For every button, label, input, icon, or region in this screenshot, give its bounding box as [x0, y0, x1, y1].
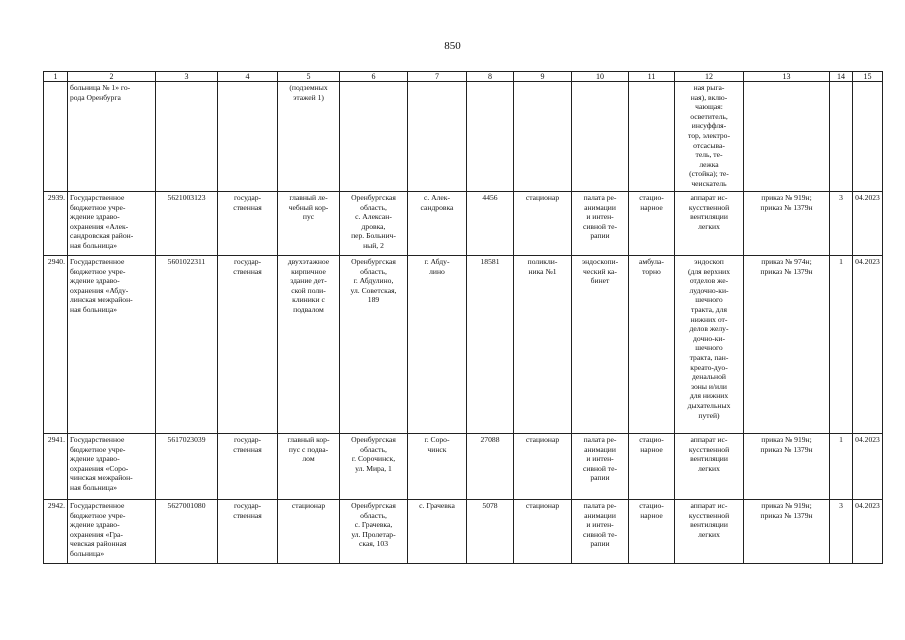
column-number-cell: 4	[218, 72, 278, 82]
cell-text-line: рапии	[590, 473, 610, 483]
order-cell	[744, 82, 830, 192]
equipment-cell	[675, 82, 744, 192]
cell-text-line: шечного	[695, 343, 723, 353]
building-cell	[278, 434, 340, 500]
facility-type-cell	[514, 434, 572, 500]
cell-text-line: государ-	[233, 501, 262, 510]
cell-text-line: стацио-	[639, 501, 664, 510]
cell-text-line: Оренбургская	[351, 257, 396, 266]
cell-text-line: кусственной	[688, 444, 730, 454]
cell-text-line: здание дет-	[290, 276, 327, 286]
cell-text-line: приказ № 919н;	[761, 435, 812, 444]
cell-text-line: область,	[360, 444, 387, 454]
cell-text-line: лудочно-ки-	[689, 285, 729, 295]
cell-text-line: приказ № 919н;	[761, 193, 812, 202]
cell-text-line: сивной те-	[582, 221, 618, 231]
equipment-cell	[675, 192, 744, 256]
cell-text-line: государ-	[233, 257, 262, 266]
column-number-cell: 14	[830, 72, 853, 82]
cell-text-line: ул. Советская,	[350, 285, 397, 295]
cell-text-line: кусственной	[688, 202, 730, 212]
cell-text-line: ственная	[233, 202, 262, 212]
quantity-cell: 1	[830, 256, 853, 434]
column-number-cell: 1	[44, 72, 68, 82]
cell-text-line: аппарат ис-	[690, 435, 728, 444]
ownership-form-cell	[218, 192, 278, 256]
cell-text-line: (стойка); те-	[689, 169, 729, 179]
cell-text-line: лино	[429, 266, 445, 276]
cell-text-line: анимации	[584, 202, 616, 212]
cell-text-line: с. Грачевка	[419, 501, 455, 510]
quantity-cell: 1	[830, 434, 853, 500]
address-cell	[340, 256, 408, 434]
cell-text-line: дочно-ки-	[693, 333, 725, 343]
care-mode-cell	[629, 82, 675, 192]
cell-text-line: г. Соро-	[424, 435, 450, 444]
address-cell	[340, 500, 408, 564]
table-row	[44, 256, 883, 434]
date-cell: 04.2023	[853, 192, 883, 256]
population-cell: 4456	[467, 192, 514, 256]
cell-text-line: (подземных	[289, 83, 328, 92]
building-cell	[278, 256, 340, 434]
population-cell: 27088	[467, 434, 514, 500]
cell-text-line: Государственное	[70, 435, 125, 444]
table-row	[44, 500, 883, 564]
column-number-cell: 5	[278, 72, 340, 82]
cell-text-line: Государственное	[70, 257, 125, 266]
equipment-cell	[675, 434, 744, 500]
cell-text-line: государ-	[233, 193, 262, 202]
care-mode-cell	[629, 434, 675, 500]
quantity-cell	[830, 82, 853, 192]
cell-text-line: ждение здраво-	[70, 212, 120, 222]
cell-text-line: охранения «Алек-	[70, 221, 129, 231]
order-cell	[744, 500, 830, 564]
unit-cell	[572, 192, 629, 256]
cell-text-line: палата ре-	[583, 501, 617, 510]
cell-text-line: подвалом	[293, 304, 324, 314]
cell-text-line: чеискатель	[691, 178, 727, 188]
date-cell: 04.2023	[853, 434, 883, 500]
cell-text-line: пер. Больнич-	[351, 231, 396, 241]
cell-text-line: нарное	[640, 510, 663, 520]
cell-text-line: Государственное	[70, 193, 125, 202]
cell-text-line: пус	[302, 212, 315, 222]
cell-text-line: ческий ка-	[583, 266, 617, 276]
column-number-cell: 12	[675, 72, 744, 82]
cell-text-line: ждение здраво-	[70, 454, 120, 464]
cell-text-line: клиники с	[292, 295, 325, 305]
cell-text-line: двухэтажное	[287, 257, 330, 266]
cell-text-line: область,	[360, 510, 387, 520]
cell-text-line: торно	[642, 266, 661, 276]
cell-text-line: приказ № 974н;	[761, 257, 812, 266]
cell-text-line: ная больница»	[70, 482, 117, 492]
table-row	[44, 192, 883, 256]
cell-text-line: Оренбургская	[351, 501, 396, 510]
organization-name-cell	[68, 82, 156, 192]
cell-text-line: ная рыга-	[693, 83, 725, 92]
equipment-cell	[675, 500, 744, 564]
cell-text-line: приказ № 1379н	[760, 444, 813, 454]
table-row	[44, 434, 883, 500]
cell-text-line: стационар	[525, 435, 560, 444]
unit-cell	[572, 500, 629, 564]
column-number-cell: 8	[467, 72, 514, 82]
cell-text-line: и интен-	[586, 454, 614, 464]
cell-text-line: Государственное	[70, 501, 125, 510]
cell-text-line: креато-дуо-	[690, 362, 728, 372]
cell-text-line: амбула-	[639, 257, 664, 266]
order-cell	[744, 192, 830, 256]
cell-text-line: ждение здраво-	[70, 276, 120, 286]
cell-text-line: охранения «Абду-	[70, 285, 129, 295]
organization-name-cell	[68, 192, 156, 256]
cell-text-line: путей)	[698, 410, 720, 420]
cell-text-line: ждение здраво-	[70, 520, 120, 530]
cell-text-line: дыхательных	[687, 400, 731, 410]
column-number-cell: 15	[853, 72, 883, 82]
row-number-cell: 2939.	[44, 192, 68, 256]
cell-text-line: ника №1	[528, 266, 557, 276]
cell-text-line: нарное	[640, 444, 663, 454]
row-number-cell: 2940.	[44, 256, 68, 434]
cell-text-line: бюджетное учре-	[70, 510, 126, 520]
cell-text-line: область,	[360, 202, 387, 212]
cell-text-line: рапии	[590, 539, 610, 549]
cell-text-line: стацио-	[639, 435, 664, 444]
building-cell	[278, 192, 340, 256]
cell-text-line: больница № 1» го-	[70, 83, 131, 92]
cell-text-line: бюджетное учре-	[70, 444, 126, 454]
cell-text-line: нарное	[640, 202, 663, 212]
facility-type-cell	[514, 500, 572, 564]
cell-text-line: отделов же-	[689, 276, 729, 286]
cell-text-line: сандровская район-	[70, 231, 134, 241]
cell-text-line: вентиляции	[690, 454, 728, 464]
cell-text-line: лом	[302, 454, 315, 464]
cell-text-line: палата ре-	[583, 435, 617, 444]
cell-text-line: сандровка	[420, 202, 454, 212]
cell-text-line: приказ № 1379н	[760, 202, 813, 212]
column-number-row	[44, 72, 883, 82]
unit-cell	[572, 82, 629, 192]
organization-name-cell	[68, 256, 156, 434]
cell-text-line: бюджетное учре-	[70, 266, 126, 276]
locality-cell	[408, 256, 467, 434]
unit-cell	[572, 256, 629, 434]
cell-text-line: эндоскоп	[694, 257, 724, 266]
row-number-cell: 2941.	[44, 434, 68, 500]
date-cell: 04.2023	[853, 500, 883, 564]
cell-text-line: главный ле-	[289, 193, 328, 202]
cell-text-line: чебный кор-	[288, 202, 329, 212]
population-cell: 5078	[467, 500, 514, 564]
cell-text-line: рапии	[590, 231, 610, 241]
cell-text-line: ная), вклю-	[690, 92, 728, 102]
cell-text-line: и интен-	[586, 520, 614, 530]
cell-text-line: приказ № 919н;	[761, 501, 812, 510]
cell-text-line: чающая:	[695, 102, 723, 112]
cell-text-line: шечного	[695, 295, 723, 305]
cell-text-line: с. Грачевка,	[354, 520, 393, 530]
cell-text-line: аппарат ис-	[690, 193, 728, 202]
cell-text-line: вентиляции	[690, 212, 728, 222]
column-number-cell: 2	[68, 72, 156, 82]
cell-text-line: нижних от-	[690, 314, 728, 324]
cell-text-line: палата ре-	[583, 193, 617, 202]
address-cell	[340, 434, 408, 500]
cell-text-line: отсасыва-	[693, 140, 725, 150]
cell-text-line: бюджетное учре-	[70, 202, 126, 212]
cell-text-line: анимации	[584, 510, 616, 520]
building-cell	[278, 500, 340, 564]
cell-text-line: стацио-	[639, 193, 664, 202]
care-mode-cell	[629, 500, 675, 564]
row-number-cell	[44, 82, 68, 192]
column-number-cell: 10	[572, 72, 629, 82]
cell-text-line: тракта, пан-	[689, 352, 729, 362]
cell-text-line: вентиляции	[690, 520, 728, 530]
cell-text-line: г. Абдулино,	[353, 276, 394, 286]
table-row	[44, 82, 883, 192]
cell-text-line: бинет	[590, 276, 610, 286]
cell-text-line: главный кор-	[287, 435, 330, 444]
cell-text-line: аппарат ис-	[690, 501, 728, 510]
facility-type-cell	[514, 192, 572, 256]
organization-name-cell	[68, 434, 156, 500]
cell-text-line: пус с подва-	[288, 444, 329, 454]
cell-text-line: ская, 103	[359, 539, 388, 549]
cell-text-line: кирпичное	[291, 266, 326, 276]
page-number: 850	[444, 40, 461, 52]
inn-code-cell: 5621003123	[156, 192, 218, 256]
column-number-cell: 7	[408, 72, 467, 82]
inn-code-cell: 5627001080	[156, 500, 218, 564]
unit-cell	[572, 434, 629, 500]
cell-text-line: поликли-	[527, 257, 558, 266]
equipment-cell	[675, 256, 744, 434]
cell-text-line: (для верхних	[687, 266, 730, 276]
cell-text-line: денальной	[692, 372, 726, 382]
cell-text-line: зоны и/или	[691, 381, 727, 391]
locality-cell	[408, 192, 467, 256]
ownership-form-cell	[218, 500, 278, 564]
date-cell	[853, 82, 883, 192]
cell-text-line: с. Алек-	[423, 193, 451, 202]
ownership-form-cell	[218, 256, 278, 434]
cell-text-line: для нижних	[689, 391, 729, 401]
cell-text-line: и интен-	[586, 212, 614, 222]
cell-text-line: ской поли-	[291, 285, 326, 295]
column-number-cell: 9	[514, 72, 572, 82]
cell-text-line: легких	[698, 463, 720, 473]
ownership-form-cell	[218, 434, 278, 500]
locality-cell	[408, 500, 467, 564]
facility-type-cell	[514, 256, 572, 434]
building-cell	[278, 82, 340, 192]
cell-text-line: анимации	[584, 444, 616, 454]
cell-text-line: чинская межрайон-	[70, 473, 133, 483]
date-cell: 04.2023	[853, 256, 883, 434]
cell-text-line: чевская районная	[70, 539, 127, 549]
cell-text-line: ственная	[233, 266, 262, 276]
address-cell	[340, 82, 408, 192]
population-cell: 18581	[467, 256, 514, 434]
population-cell	[467, 82, 514, 192]
cell-text-line: легких	[698, 221, 720, 231]
column-number-cell: 6	[340, 72, 408, 82]
cell-text-line: эндоскопи-	[581, 257, 619, 266]
cell-text-line: Оренбургская	[351, 193, 396, 202]
cell-text-line: рода Оренбурга	[70, 92, 121, 102]
column-number-cell: 3	[156, 72, 218, 82]
cell-text-line: делов желу-	[689, 324, 729, 334]
row-number-cell: 2942.	[44, 500, 68, 564]
cell-text-line: легких	[698, 529, 720, 539]
column-number-cell: 13	[744, 72, 830, 82]
column-number-cell: 11	[629, 72, 675, 82]
cell-text-line: стационар	[525, 501, 560, 510]
cell-text-line: линская межрайон-	[70, 295, 133, 305]
cell-text-line: стационар	[291, 501, 326, 510]
inn-code-cell	[156, 82, 218, 192]
cell-text-line: г. Абду-	[424, 257, 450, 266]
address-cell	[340, 192, 408, 256]
cell-text-line: ул. Пролетар-	[351, 529, 396, 539]
quantity-cell: 3	[830, 192, 853, 256]
cell-text-line: Оренбургская	[351, 435, 396, 444]
order-cell	[744, 256, 830, 434]
cell-text-line: приказ № 1379н	[760, 266, 813, 276]
facility-type-cell	[514, 82, 572, 192]
cell-text-line: дровка,	[361, 221, 386, 231]
cell-text-line: 189	[367, 295, 380, 305]
order-cell	[744, 434, 830, 500]
cell-text-line: осветитель,	[690, 111, 728, 121]
cell-text-line: ная больница»	[70, 240, 117, 250]
cell-text-line: область,	[360, 266, 387, 276]
organization-name-cell	[68, 500, 156, 564]
cell-text-line: кусственной	[688, 510, 730, 520]
cell-text-line: этажей 1)	[293, 92, 324, 102]
cell-text-line: тракта, для	[691, 304, 727, 314]
registry-table	[43, 71, 883, 564]
care-mode-cell	[629, 256, 675, 434]
cell-text-line: ная больница»	[70, 304, 117, 314]
locality-cell	[408, 82, 467, 192]
care-mode-cell	[629, 192, 675, 256]
cell-text-line: охранения «Соро-	[70, 463, 129, 473]
cell-text-line: сивной те-	[582, 529, 618, 539]
cell-text-line: с. Алексан-	[355, 212, 392, 222]
cell-text-line: ный, 2	[363, 240, 384, 250]
cell-text-line: инсуффля-	[691, 121, 727, 131]
cell-text-line: больница»	[70, 548, 105, 558]
cell-text-line: ственная	[233, 444, 262, 454]
cell-text-line: тель, те-	[695, 150, 723, 160]
cell-text-line: тор, электро-	[687, 130, 730, 140]
cell-text-line: государ-	[233, 435, 262, 444]
locality-cell	[408, 434, 467, 500]
cell-text-line: чинск	[427, 444, 447, 454]
inn-code-cell: 5617023039	[156, 434, 218, 500]
ownership-form-cell	[218, 82, 278, 192]
cell-text-line: лежка	[699, 159, 719, 169]
cell-text-line: стационар	[525, 193, 560, 202]
inn-code-cell: 5601022311	[156, 256, 218, 434]
quantity-cell: 3	[830, 500, 853, 564]
cell-text-line: охранения «Гра-	[70, 529, 123, 539]
cell-text-line: ул. Мира, 1	[355, 463, 392, 473]
cell-text-line: приказ № 1379н	[760, 510, 813, 520]
cell-text-line: сивной те-	[582, 463, 618, 473]
cell-text-line: г. Сорочинск,	[351, 454, 396, 464]
cell-text-line: ственная	[233, 510, 262, 520]
